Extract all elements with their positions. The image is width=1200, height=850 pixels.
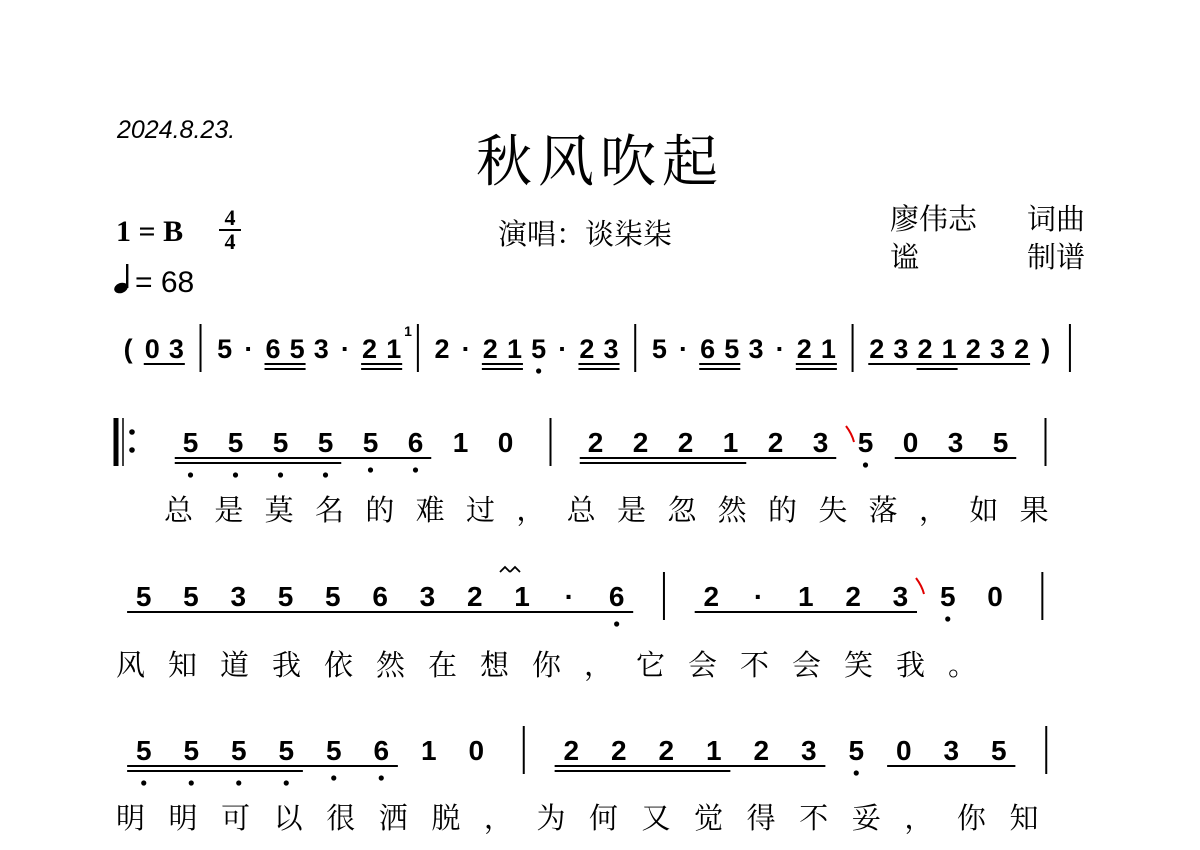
note-digit: 5 [317,427,334,458]
lyric-char: ， [516,493,546,527]
note-digit: 0 [497,427,514,458]
note-digit: 2 [632,427,649,458]
note-digit: · [775,334,785,364]
low-octave-dot [863,462,868,467]
low-octave-dot [614,621,619,626]
note-digit: 2 [869,334,885,364]
lyric-char: 果 [1019,493,1049,527]
note-digit: 3 [603,334,619,364]
note-digit: 2 [1014,334,1030,364]
lyric-char: 知 [1009,801,1039,835]
ornament-mark [500,567,520,572]
lyric-char: ， [919,493,949,527]
note-digit: 5 [183,735,200,766]
lyric-char: 是 [214,493,244,527]
note-digit: 5 [990,735,1007,766]
lyric-char: 你 [532,648,562,682]
lyric-char: 。 [948,648,978,682]
note-digit: 0 [895,735,912,766]
note-digit: 3 [892,581,909,612]
low-octave-dot [141,780,146,785]
note-digit: 3 [989,334,1005,364]
lyric-char: 得 [746,801,776,835]
lyric-char: 依 [324,648,354,682]
note-digit: 5 [651,334,667,364]
note-digit: 5 [277,581,294,612]
lyric-char: ， [904,801,934,835]
lyric-char: 在 [428,648,458,682]
note-digit: 5 [724,334,740,364]
note-digit: 5 [278,735,295,766]
lyric-char: 脱 [431,801,461,835]
time-signature-bottom: 4 [224,229,236,254]
note-digit: 1 [941,334,957,364]
singer-credit: 演唱：谈柒柒 [498,217,673,251]
lyric-char: 我 [272,648,302,682]
lyric-char: 的 [768,493,798,527]
low-octave-dot [278,472,283,477]
note-digit: 2 [703,581,720,612]
low-octave-dot [945,616,950,621]
note-digit: 1 [820,334,836,364]
note-digit: 0 [987,581,1003,612]
note-digit: 3 [893,334,909,364]
page-title: 秋风吹起 [476,130,724,195]
lyric-char: 想 [480,648,510,682]
note-digit: 3 [230,581,247,612]
note-digit: 3 [943,735,960,766]
slide-arrow [846,426,854,442]
note-digit: 0 [144,334,160,364]
note-digit: 5 [531,334,547,364]
note-digit: · [340,334,350,364]
note-digit: · [753,581,764,612]
note-digit: · [558,334,568,364]
low-octave-dot [323,472,328,477]
note-digit: 2 [362,334,378,364]
note-digit: 2 [434,334,450,364]
lyric-char: 总 [164,493,194,527]
lyric-char: 你 [956,801,986,835]
note-digit: 5 [182,427,199,458]
note-digit: 6 [407,427,424,458]
lyric-char: 妥 [851,801,881,835]
lyric-char: 它 [636,648,666,682]
note-digit: 3 [947,427,964,458]
note-digit: 2 [753,735,770,766]
key-signature: 1 = B [116,215,184,248]
low-octave-dot [331,775,336,780]
lyric-char: 为 [536,801,566,835]
lyric-char: 又 [641,801,671,835]
lyric-char: 笑 [844,648,874,682]
note-digit: 6 [373,735,390,766]
note-digit: 1 [798,581,814,612]
repeat-dot [129,447,135,453]
note-digit: 1 [420,735,437,766]
lyric-char: 然 [376,648,406,682]
lyric-char: 不 [740,648,770,682]
note-digit: 3 [748,334,764,364]
low-octave-dot [284,780,289,785]
lyric-char: 风 [116,648,146,682]
lyric-char: 忽 [667,493,697,527]
lyric-char: 不 [799,801,829,835]
note-digit: 2 [610,735,627,766]
note-digit: 1 [506,334,522,364]
lyric-char: 以 [273,801,303,835]
lyric-char: 过 [466,493,496,527]
date: 2024.8.23. [117,116,236,144]
low-octave-dot [368,467,373,472]
note-digit: 5 [217,334,233,364]
note-digit: · [564,581,575,612]
note-digit: 2 [482,334,498,364]
note-digit: 6 [700,334,716,364]
low-octave-dot [189,780,194,785]
lyric-char: 觉 [694,801,724,835]
note-digit: 3 [313,334,329,364]
note-digit: 0 [468,735,485,766]
lyric-char: 会 [792,648,822,682]
tempo-value: = 68 [135,266,195,299]
low-octave-dot [233,472,238,477]
volta-number: 1 [404,323,412,339]
note-digit: 5 [183,581,199,612]
note-digit: 1 [386,334,402,364]
note-digit: 3 [812,427,829,458]
note-digit: 6 [608,581,625,612]
lyric-char: 明 [116,801,146,835]
note-digit: 2 [587,427,604,458]
low-octave-dot [854,770,859,775]
lyric-char: 莫 [264,493,294,527]
note-digit: · [461,334,471,364]
slide-arrow [916,578,924,594]
note-digit: ) [1041,334,1051,364]
note-digit: 2 [677,427,694,458]
lyric-char: ， [584,648,614,682]
note-digit: · [679,334,689,364]
low-octave-dot [236,780,241,785]
low-octave-dot [413,467,418,472]
lyric-char: 我 [896,648,926,682]
lyric-char: 是 [617,493,647,527]
note-digit: 2 [796,334,812,364]
note-digit: 5 [939,581,956,612]
lyric-char: 难 [415,493,445,527]
lyric-char: ， [483,801,513,835]
low-octave-dot [379,775,384,780]
lyric-char: 然 [717,493,747,527]
note-digit: 5 [362,427,379,458]
time-signature-top: 4 [224,205,236,230]
low-octave-dot [188,472,193,477]
note-digit: 6 [265,334,281,364]
credit-name: 廖伟志 [890,202,978,236]
note-digit: 2 [917,334,933,364]
lyric-char: 可 [221,801,251,835]
lyric-char: 名 [315,493,345,527]
note-digit: 2 [466,581,483,612]
lyric-char: 明 [168,801,198,835]
note-digit: 2 [579,334,595,364]
credit-role: 制谱 [1026,240,1085,274]
note-digit: 2 [658,735,675,766]
note-digit: 2 [845,581,861,612]
lyric-char: 总 [566,493,596,527]
note-digit: 5 [325,581,341,612]
note-digit: 2 [563,735,580,766]
note-digit: 5 [325,735,342,766]
note-digit: 5 [289,334,305,364]
note-digit: 5 [227,427,244,458]
note-digit: 0 [902,427,919,458]
repeat-dot [129,429,135,435]
note-digit: 5 [272,427,289,458]
lyric-char: 何 [589,801,619,835]
lyric-char: 很 [326,801,356,835]
low-octave-dot [536,368,541,373]
note-digit: 5 [857,427,874,458]
note-digit: 5 [848,735,865,766]
note-digit: 1 [514,581,530,612]
note-digit: 5 [135,735,152,766]
lyric-char: 的 [365,493,395,527]
note-digit: 2 [767,427,784,458]
note-digit: 5 [135,581,152,612]
note-digit: 6 [372,581,388,612]
note-digit: 1 [452,427,469,458]
lyric-char: 知 [168,648,198,682]
note-digit: 2 [965,334,981,364]
note-digit: 1 [722,427,739,458]
note-digit: · [244,334,254,364]
note-digit: 1 [705,735,722,766]
note-digit: 3 [419,581,436,612]
lyric-char: 落 [868,493,898,527]
note-digit: 3 [800,735,817,766]
lyric-char: 洒 [378,801,408,835]
note-digit: ( [123,334,133,364]
note-digit: 3 [168,334,184,364]
lyric-char: 会 [688,648,718,682]
lyric-char: 道 [220,648,250,682]
credit-name: 谧 [890,240,920,274]
lyric-char: 如 [969,493,999,527]
lyric-char: 失 [818,493,848,527]
note-digit: 5 [992,427,1009,458]
note-digit: 5 [230,735,247,766]
credit-role: 词曲 [1026,202,1085,236]
